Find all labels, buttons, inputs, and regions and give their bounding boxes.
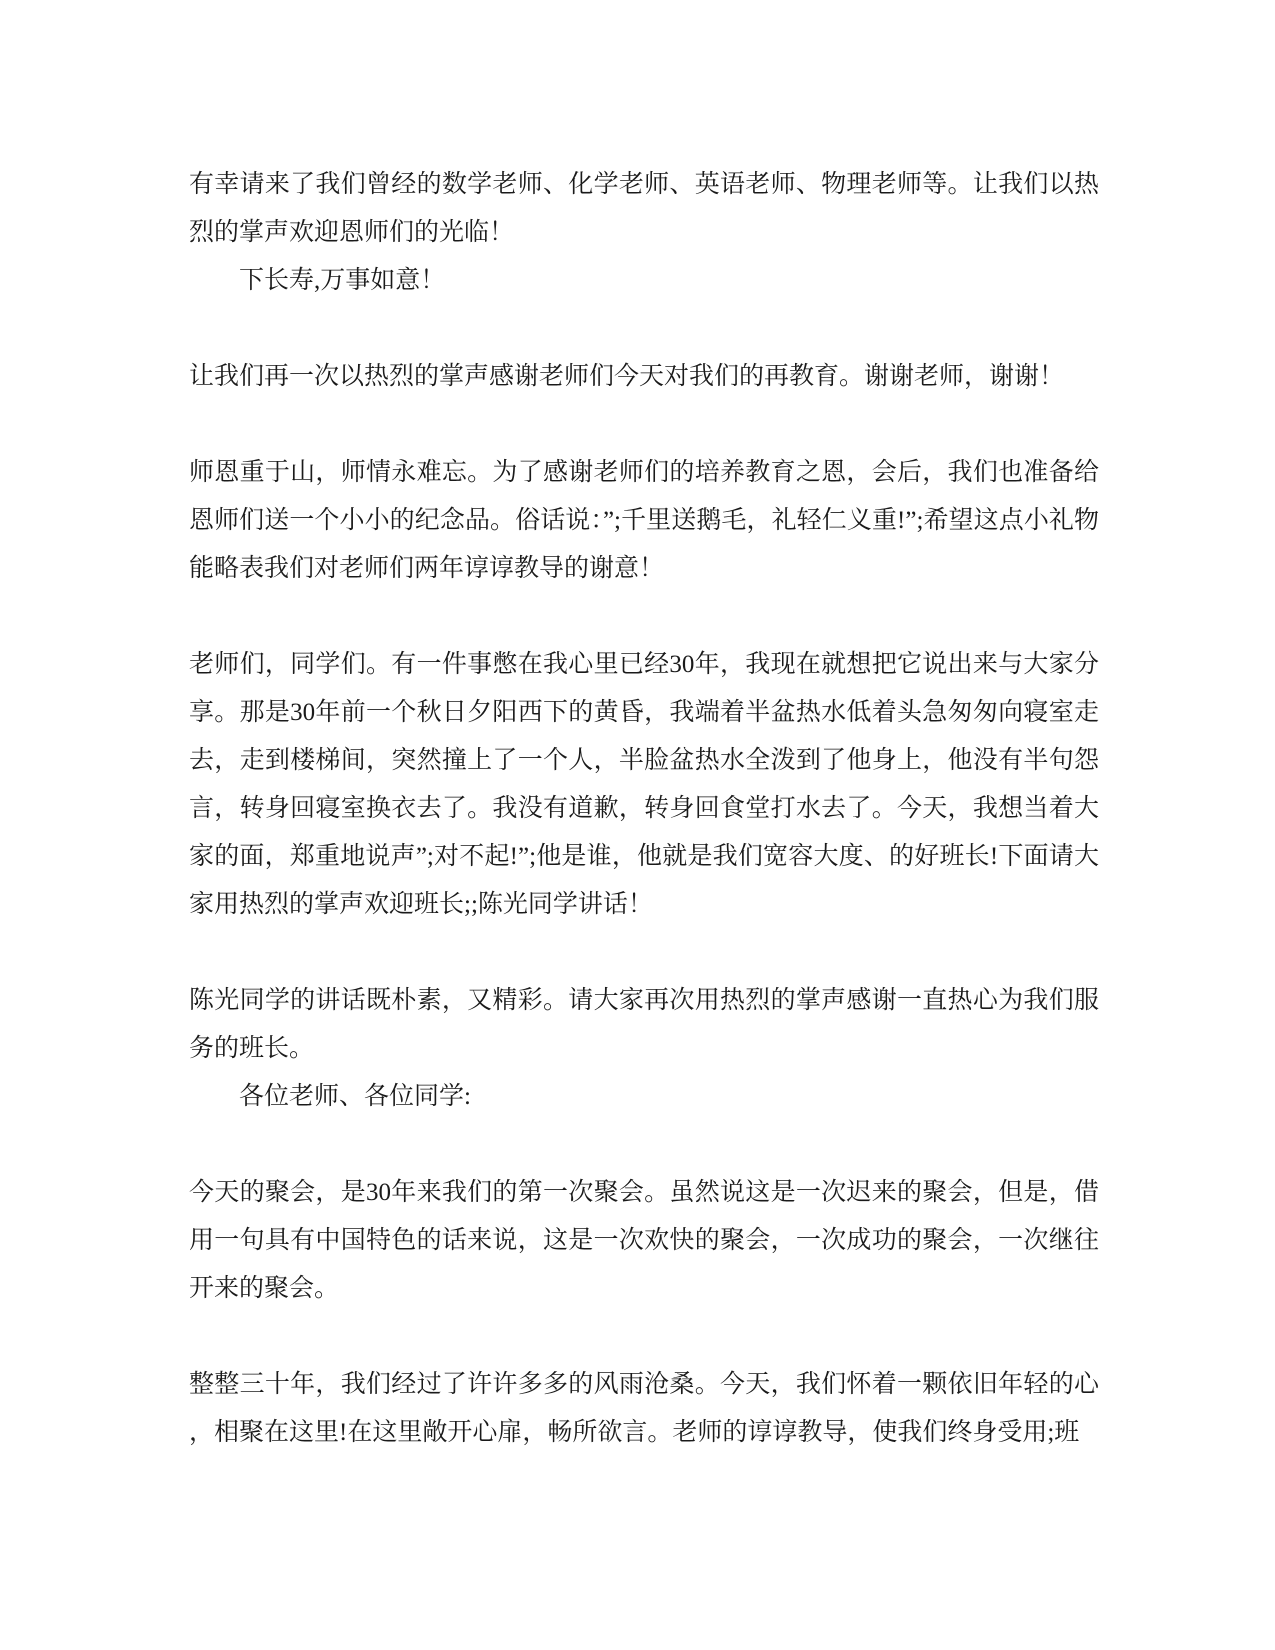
paragraph: 下长寿,万事如意！: [239, 267, 446, 294]
document-body: [189, 161, 1099, 1457]
paragraph: 有幸请来了我们曾经的数学老师、化学老师、英语老师、物理老师等。让我们以热烈的掌声欢迎恩师们的光临！: [189, 171, 1099, 246]
paragraph: 陈光同学的讲话既朴素，又精彩。请大家再次用热烈的掌声感谢一直热心为我们服务的班长。: [189, 987, 1099, 1062]
paragraph: 让我们再一次以热烈的掌声感谢老师们今天对我们的再教育。谢谢老师，谢谢！: [189, 363, 1065, 390]
paragraph: 整整三十年，我们经过了许许多多的风雨沧桑。今天，我们怀着一颗依旧年轻的心，相聚在这里!在这里敞开心扉，畅所欲言。老师的谆谆教导，使我们终身受用;班: [189, 1371, 1099, 1446]
paragraph: 师恩重于山，师情永难忘。为了感谢老师们的培养教育之恩，会后，我们也准备给恩师们送一个小小的纪念品。俗话说：”;千里送鹅毛，礼轻仁义重!”;希望这点小礼物能略表我们对老师们两年谆谆教导的谢意！: [189, 459, 1099, 582]
paragraph: 各位老师、各位同学:: [239, 1083, 471, 1110]
paragraph: 今天的聚会，是30年来我们的第一次聚会。虽然说这是一次迟来的聚会，但是，借用一句具有中国特色的话来说，这是一次欢快的聚会，一次成功的聚会，一次继往开来的聚会。: [189, 1179, 1099, 1302]
paragraph: 老师们，同学们。有一件事憋在我心里已经30年，我现在就想把它说出来与大家分享。那是30年前一个秋日夕阳西下的黄昏，我端着半盆热水低着头急匆匆向寝室走去，走到楼梯间，突然撞上了一个人，半脸盆热水全泼到了他身上，他没有半句怨言，转身回寝室换衣去了。我没有道歉，转身回食堂打水去了。今天，我想当着大家的面，郑重地说声”;对不起!”;他是谁，他就是我们宽容大度、的好班长!下面请大家用热烈的掌声欢迎班长;;陈光同学讲话！: [189, 651, 1099, 918]
